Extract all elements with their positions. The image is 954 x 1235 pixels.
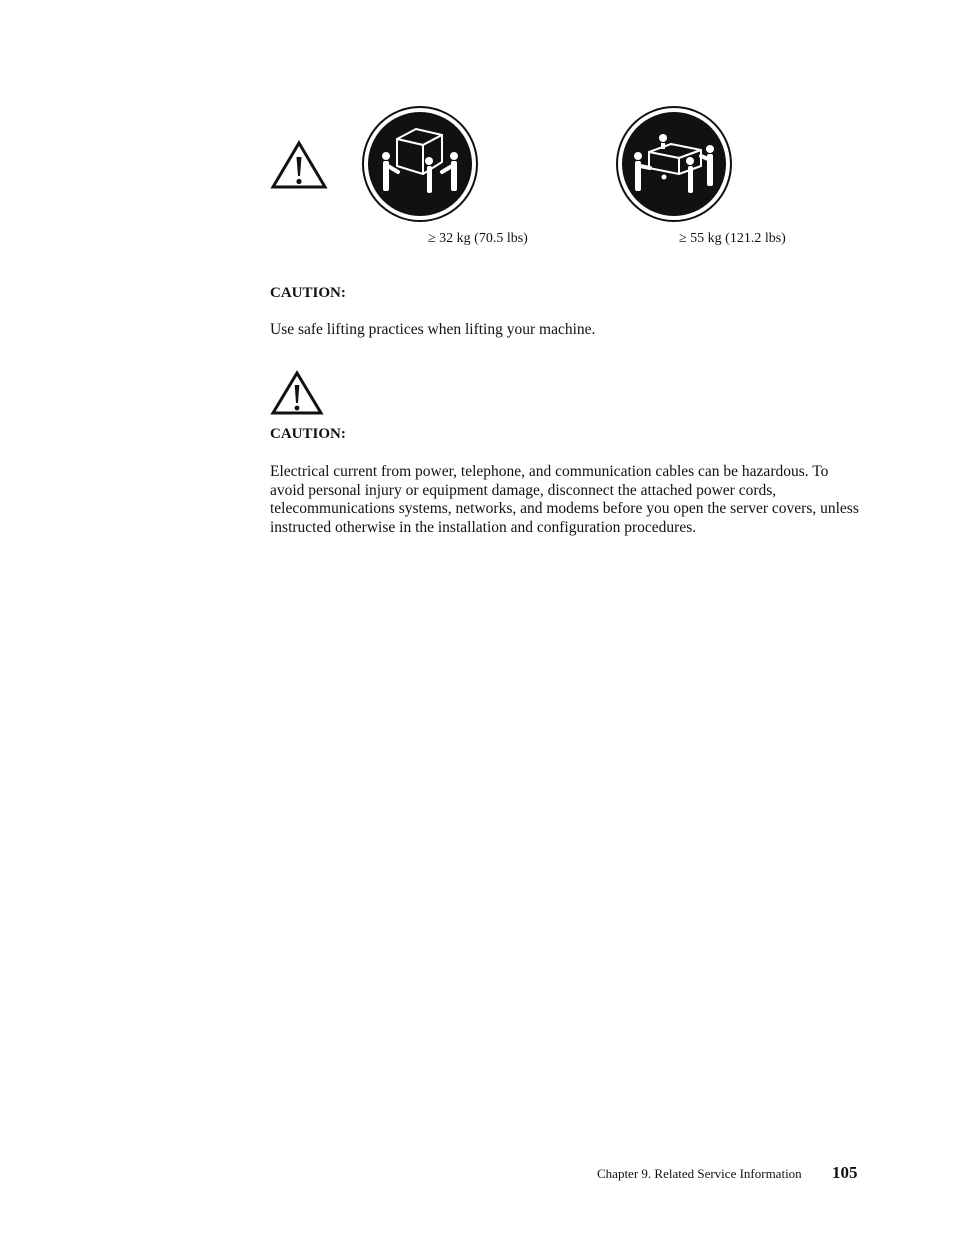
warning-triangle-icon (270, 140, 328, 190)
weight-label-two-person: ≥ 32 kg (70.5 lbs) (428, 231, 528, 246)
caution-heading-electrical: CAUTION: (270, 426, 346, 442)
weight-label-three-person: ≥ 55 kg (121.2 lbs) (679, 231, 786, 246)
three-person-lift-icon (615, 106, 733, 222)
caution-text-lifting: Use safe lifting practices when lifting your machine. (270, 321, 596, 338)
caution-text-electrical: Electrical current from power, telephone, and communication cables can be hazardous. To avoid personal injury or equipment damage, disconnect the attached power cords, telecommunications systems, networks, and modems before you open the server covers, unless instructed otherwise in the installation and configuration procedures. (270, 463, 859, 536)
two-person-lift-icon (361, 106, 479, 222)
footer-chapter: Chapter 9. Related Service Information (597, 1166, 802, 1181)
page-number: 105 (832, 1163, 858, 1182)
warning-triangle-icon (270, 370, 324, 416)
caution-heading-lifting: CAUTION: (270, 285, 346, 301)
